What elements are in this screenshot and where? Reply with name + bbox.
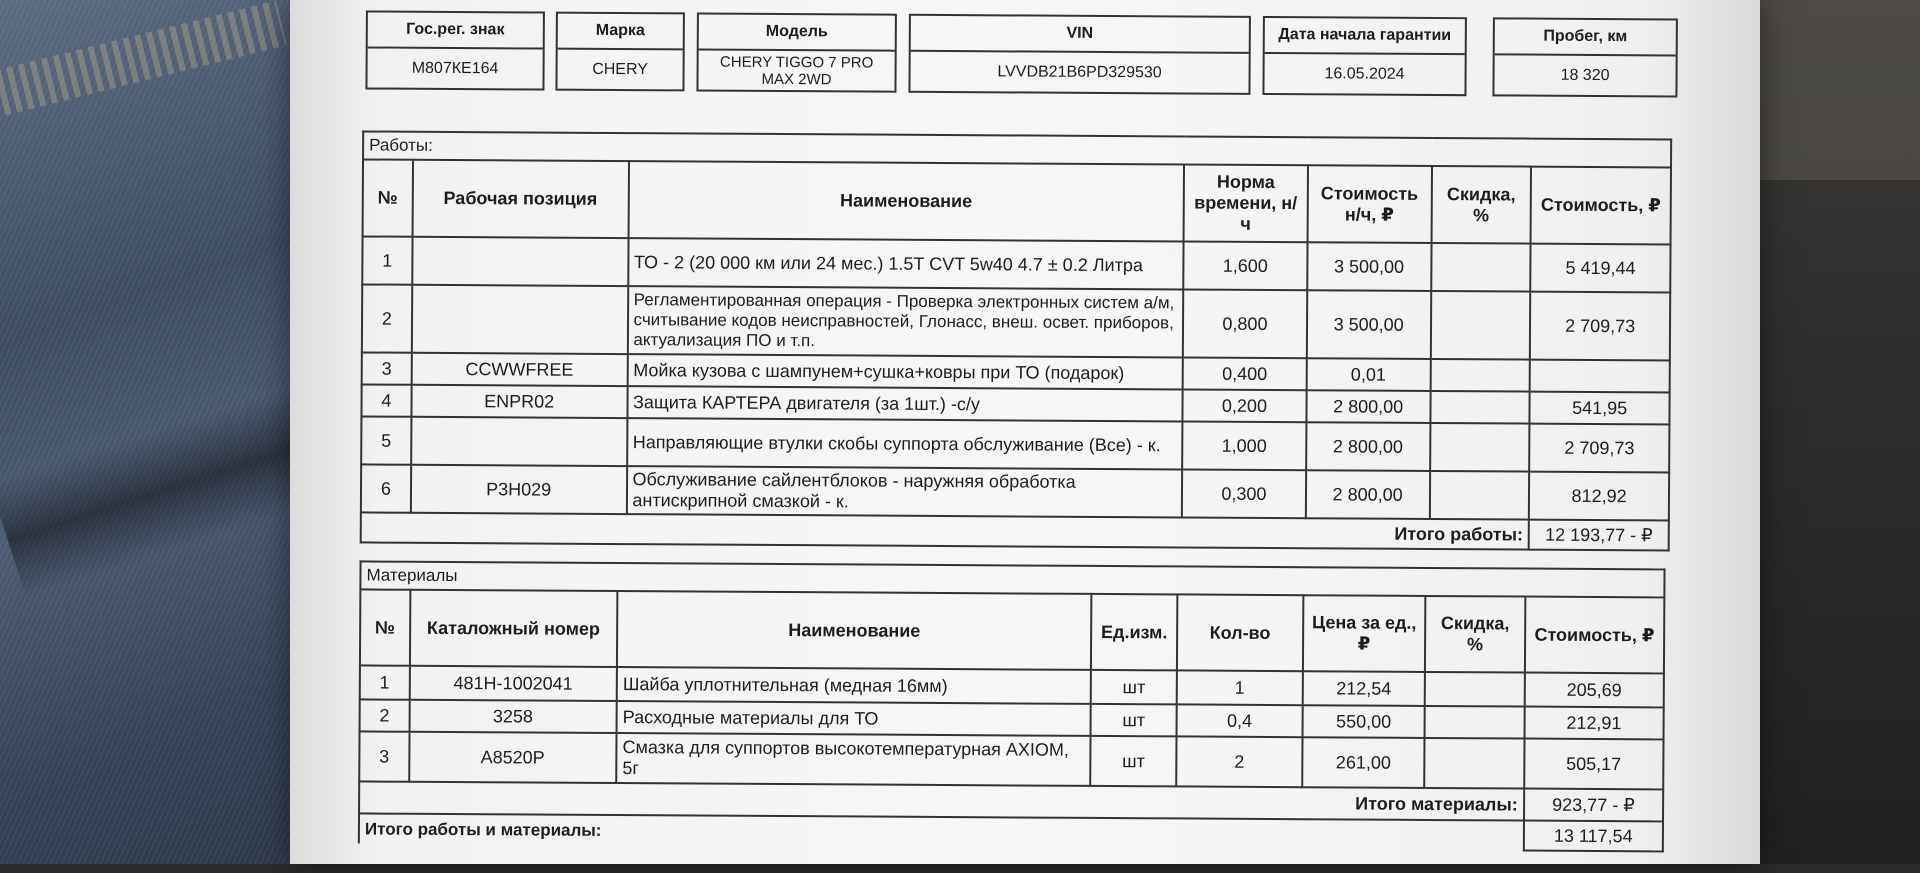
cell-cost: 5 419,44 — [1531, 244, 1671, 293]
cell-norm: 0,800 — [1183, 289, 1307, 358]
col-hour-rate: Стоимость н/ч, ₽ — [1307, 165, 1431, 243]
cell-rate: 3 500,00 — [1307, 290, 1431, 359]
cell-catalog: 3258 — [409, 700, 617, 733]
cell-number: 1 — [362, 236, 412, 284]
field-value: М807КЕ164 — [411, 59, 499, 78]
table-row — [362, 284, 1670, 360]
col-unit-price: Цена за ед., ₽ — [1303, 595, 1426, 672]
cell-number: 5 — [361, 416, 411, 464]
cell-name: ТО - 2 (20 000 км или 24 мес.) 1.5T CVT 5w40 4.7 ± 0.2 Литра — [628, 238, 1184, 289]
cell-price: 550,00 — [1302, 705, 1425, 738]
cell-cost: 505,17 — [1524, 739, 1664, 790]
field-value: 18 320 — [1560, 66, 1610, 85]
grand-total-label: Итого работы и материалы: — [359, 813, 1524, 850]
col-catalog-number: Каталожный номер — [409, 590, 617, 667]
cell-qty: 1 — [1177, 670, 1303, 705]
col-work-position: Рабочая позиция — [412, 160, 628, 238]
field-value: 16.05.2024 — [1324, 65, 1405, 83]
cell-discount — [1424, 738, 1524, 789]
materials-total-value: 923,77 - ₽ — [1524, 789, 1664, 822]
table-row — [359, 731, 1663, 789]
cell-cost: 812,92 — [1529, 472, 1669, 521]
works-total-label: Итого работы: — [361, 512, 1529, 549]
cell-number: 3 — [362, 352, 412, 384]
table-row — [362, 236, 1670, 292]
cell-position: CCWWFREE — [411, 353, 627, 386]
cell-number: 4 — [361, 384, 411, 416]
cell-norm: 0,400 — [1183, 357, 1307, 390]
cell-discount — [1430, 423, 1530, 472]
cell-catalog: A8520P — [409, 732, 617, 783]
field-brand — [555, 12, 684, 92]
col-name: Наименование — [628, 161, 1184, 241]
col-number: № — [360, 589, 410, 665]
cell-name: Регламентированная операция - Проверка электронных систем а/м, считывание кодов неисправностей, Глонасс, внеш. освет. приборов, актуализация ПО и т.п. — [627, 286, 1183, 357]
cell-name: Смазка для суппортов высокотемпературная AXIOM, 5г — [616, 733, 1090, 786]
document — [285, 0, 1760, 873]
cell-position: ENPR02 — [411, 385, 627, 418]
cell-cost: 212,91 — [1524, 707, 1664, 740]
cell-discount — [1425, 672, 1525, 707]
col-quantity: Кол-во — [1177, 594, 1303, 671]
cell-name: Защита КАРТЕРА двигателя (за 1шт.) -с/у — [627, 386, 1183, 421]
field-label: Гос.рег. знак — [368, 12, 543, 49]
field-warranty-date — [1262, 16, 1466, 96]
materials-total-label: Итого материалы: — [359, 781, 1524, 820]
cell-name: Мойка кузова с шампунем+сушка+ковры при ТО (подарок) — [627, 354, 1183, 389]
cell-discount — [1425, 706, 1525, 739]
cell-position — [412, 237, 628, 286]
paper-sheet — [290, 0, 1760, 864]
cell-rate: 2 800,00 — [1306, 422, 1430, 471]
cell-name: Расходные материалы для ТО — [617, 701, 1091, 736]
field-model — [696, 12, 896, 92]
cell-cost — [1530, 360, 1670, 393]
cell-norm: 1,600 — [1183, 241, 1307, 290]
works-table — [360, 130, 1672, 551]
works-caption: Работы: — [363, 131, 1671, 167]
field-label: Пробег, км — [1495, 19, 1676, 56]
col-number: № — [363, 159, 413, 236]
works-total-value: 12 193,77 - ₽ — [1529, 520, 1669, 551]
cell-name: Шайба уплотнительная (медная 16мм) — [617, 667, 1091, 704]
table-row — [361, 416, 1669, 472]
col-name: Наименование — [617, 591, 1092, 670]
cell-number: 3 — [359, 731, 409, 781]
cell-rate: 0,01 — [1306, 358, 1430, 391]
col-unit: Ед.изм. — [1091, 594, 1177, 671]
cell-cost: 541,95 — [1530, 392, 1670, 425]
cell-unit: шт — [1091, 704, 1177, 737]
cell-discount — [1431, 243, 1531, 292]
cell-norm: 0,300 — [1182, 469, 1306, 518]
cell-price: 212,54 — [1303, 671, 1426, 706]
cell-unit: шт — [1090, 736, 1176, 787]
col-discount: Скидка, % — [1431, 166, 1531, 244]
field-label: Модель — [699, 14, 895, 51]
cell-name: Обслуживание сайлентблоков - наружняя обработка антискрипной смазкой - к. — [626, 466, 1182, 517]
cell-rate: 2 800,00 — [1306, 470, 1430, 519]
cell-position — [411, 417, 627, 466]
col-cost: Стоимость, ₽ — [1525, 597, 1665, 674]
cell-number: 2 — [362, 284, 412, 352]
cell-name: Направляющие втулки скобы суппорта обслуживание (Все) - к. — [627, 418, 1183, 469]
materials-header-row — [360, 589, 1664, 673]
table-row — [361, 464, 1669, 520]
materials-caption: Материалы — [360, 561, 1664, 597]
cell-cost: 2 709,73 — [1529, 424, 1669, 473]
cell-qty: 0,4 — [1176, 704, 1302, 737]
field-mileage — [1492, 17, 1677, 97]
cell-unit: шт — [1091, 670, 1177, 705]
cell-norm: 0,200 — [1183, 389, 1307, 422]
cell-discount — [1430, 391, 1530, 424]
cell-cost: 205,69 — [1524, 673, 1664, 708]
cell-cost: 2 709,73 — [1530, 292, 1670, 361]
cell-number: 2 — [360, 699, 410, 731]
cell-rate: 2 800,00 — [1306, 390, 1430, 423]
cell-price: 261,00 — [1302, 737, 1425, 788]
field-vin — [908, 14, 1250, 95]
cell-position — [412, 285, 628, 354]
field-value: CHERY TIGGO 7 PRO MAX 2WD — [719, 53, 874, 88]
col-discount: Скидка, % — [1425, 596, 1525, 673]
col-cost: Стоимость, ₽ — [1531, 167, 1671, 245]
field-label: VIN — [911, 16, 1249, 54]
cell-qty: 2 — [1176, 736, 1302, 787]
cell-rate: 3 500,00 — [1307, 242, 1431, 291]
col-norm-time: Норма времени, н/ч — [1184, 164, 1308, 242]
field-reg-plate — [365, 10, 544, 90]
cell-catalog: 481H-1002041 — [409, 666, 617, 701]
cell-discount — [1429, 471, 1529, 520]
works-header-row — [363, 159, 1671, 244]
grand-total-value: 13 117,54 — [1523, 821, 1663, 852]
field-value: CHERY — [592, 60, 648, 79]
cell-number: 1 — [360, 665, 410, 699]
cell-norm: 1,000 — [1182, 421, 1306, 470]
field-value: LVVDB21B6PD329530 — [997, 63, 1162, 82]
cell-position: P3H029 — [411, 465, 627, 514]
cell-discount — [1430, 359, 1530, 392]
field-label: Дата начала гарантии — [1265, 18, 1465, 55]
field-label: Марка — [558, 14, 683, 51]
cell-discount — [1430, 291, 1530, 360]
materials-table — [358, 560, 1666, 852]
cell-number: 6 — [361, 464, 411, 512]
